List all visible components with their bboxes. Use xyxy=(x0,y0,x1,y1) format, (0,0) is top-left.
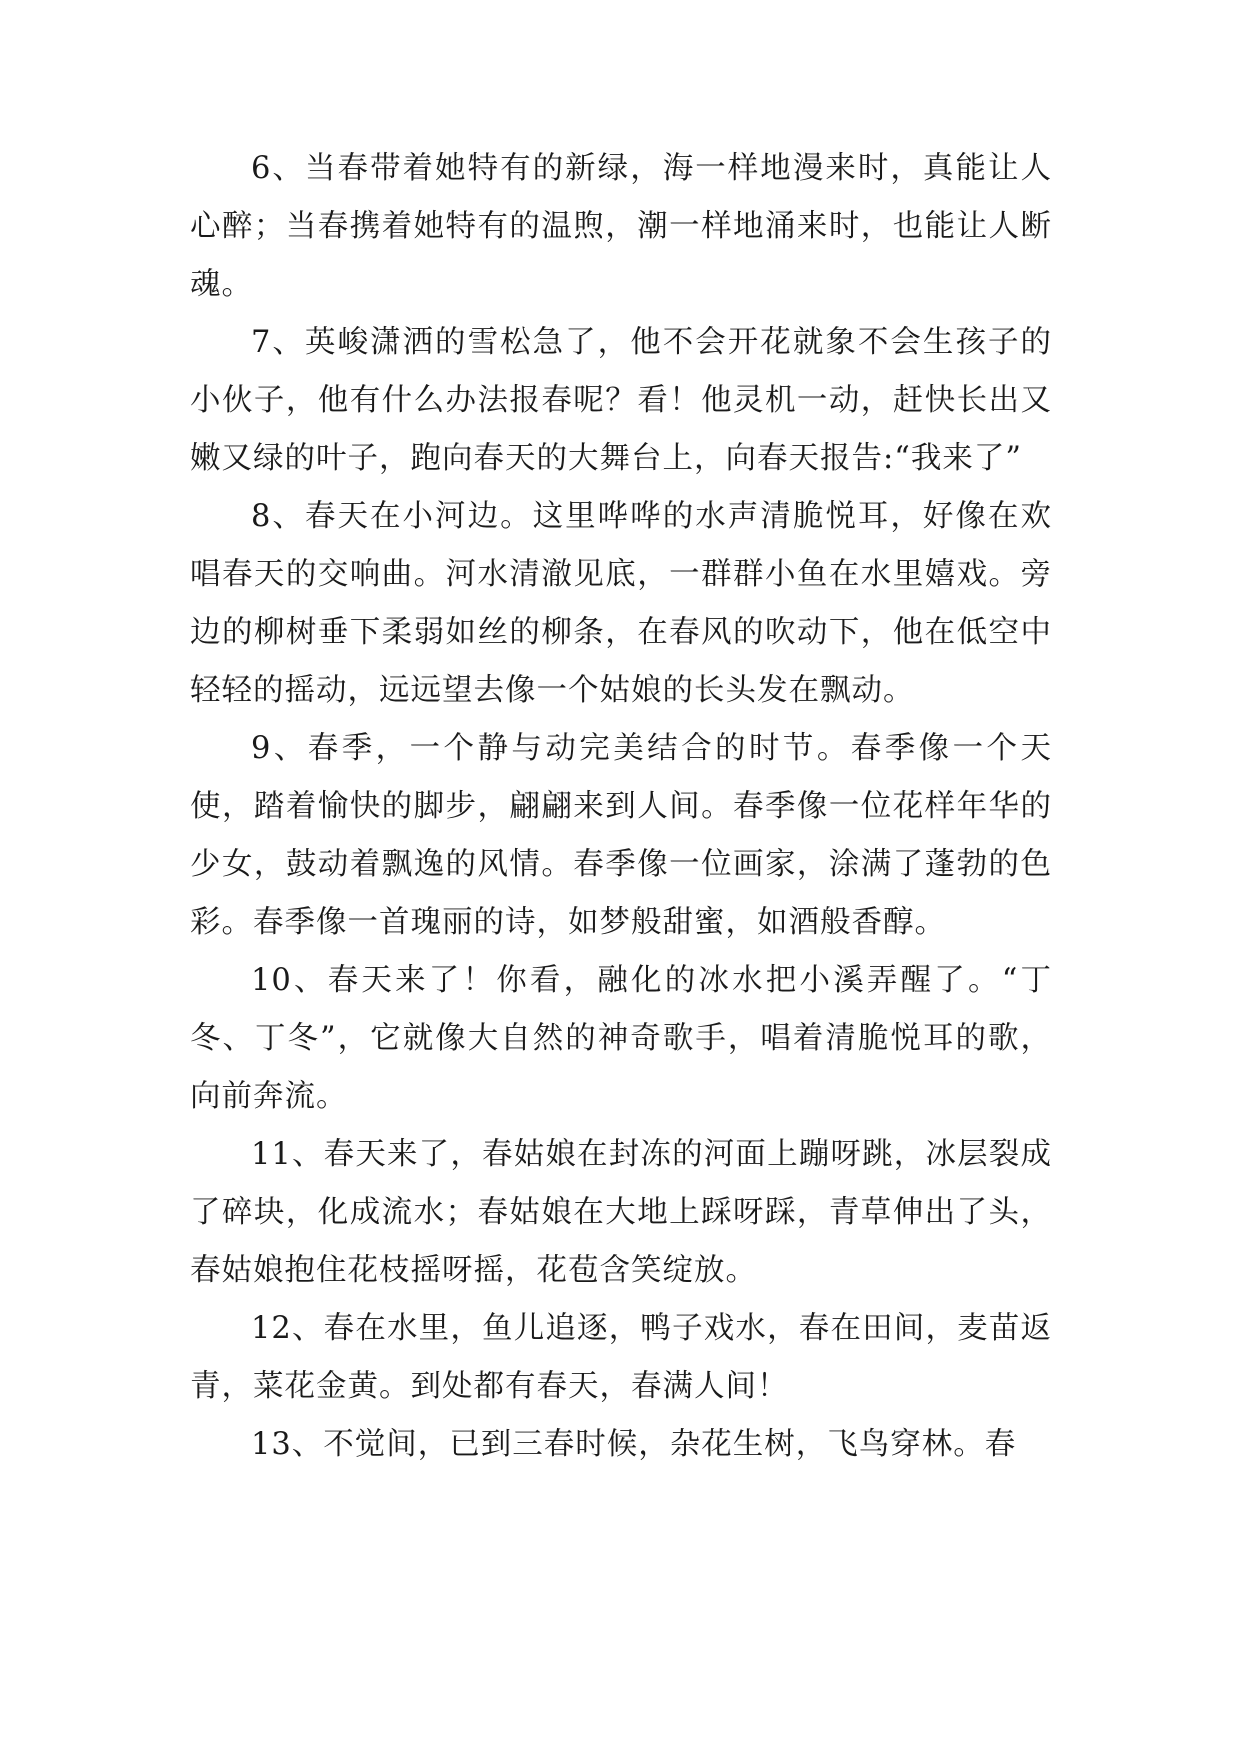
paragraph-10: 10、春天来了！你看，融化的冰水把小溪弄醒了。“丁冬、丁冬”，它就像大自然的神奇歌手，唱着清脆悦耳的歌，向前奔流。 xyxy=(190,963,1052,1114)
paragraph-8: 8、春天在小河边。这里哗哗的水声清脆悦耳，好像在欢唱春天的交响曲。河水清澈见底，一群群小鱼在水里嬉戏。旁边的柳树垂下柔弱如丝的柳条，在春风的吹动下，他在低空中轻轻的摇动，远远望去像一个姑娘的长头发在飘动。 xyxy=(190,499,1052,708)
paragraph-11: 11、春天来了，春姑娘在封冻的河面上蹦呀跳，冰层裂成了碎块，化成流水；春姑娘在大地上踩呀踩，青草伸出了头，春姑娘抱住花枝摇呀摇，花苞含笑绽放。 xyxy=(190,1137,1052,1288)
document-body xyxy=(190,140,1052,1474)
paragraph-6: 6、当春带着她特有的新绿，海一样地漫来时，真能让人心醉；当春携着她特有的温煦，潮一样地涌来时，也能让人断魂。 xyxy=(190,151,1052,302)
paragraph-7: 7、英峻潇洒的雪松急了，他不会开花就象不会生孩子的小伙子，他有什么办法报春呢？看！他灵机一动，赶快长出又嫩又绿的叶子，跑向春天的大舞台上，向春天报告:“我来了” xyxy=(190,325,1052,476)
paragraph-12: 12、春在水里，鱼儿追逐，鸭子戏水，春在田间，麦苗返青，菜花金黄。到处都有春天，春满人间！ xyxy=(190,1311,1052,1404)
paragraph-9: 9、春季，一个静与动完美结合的时节。春季像一个天使，踏着愉快的脚步，翩翩来到人间。春季像一位花样年华的少女，鼓动着飘逸的风情。春季像一位画家，涂满了蓬勃的色彩。春季像一首瑰丽的诗，如梦般甜蜜，如酒般香醇。 xyxy=(190,731,1052,940)
paragraph-13: 13、不觉间，已到三春时候，杂花生树，飞鸟穿林。春 xyxy=(251,1427,1017,1462)
